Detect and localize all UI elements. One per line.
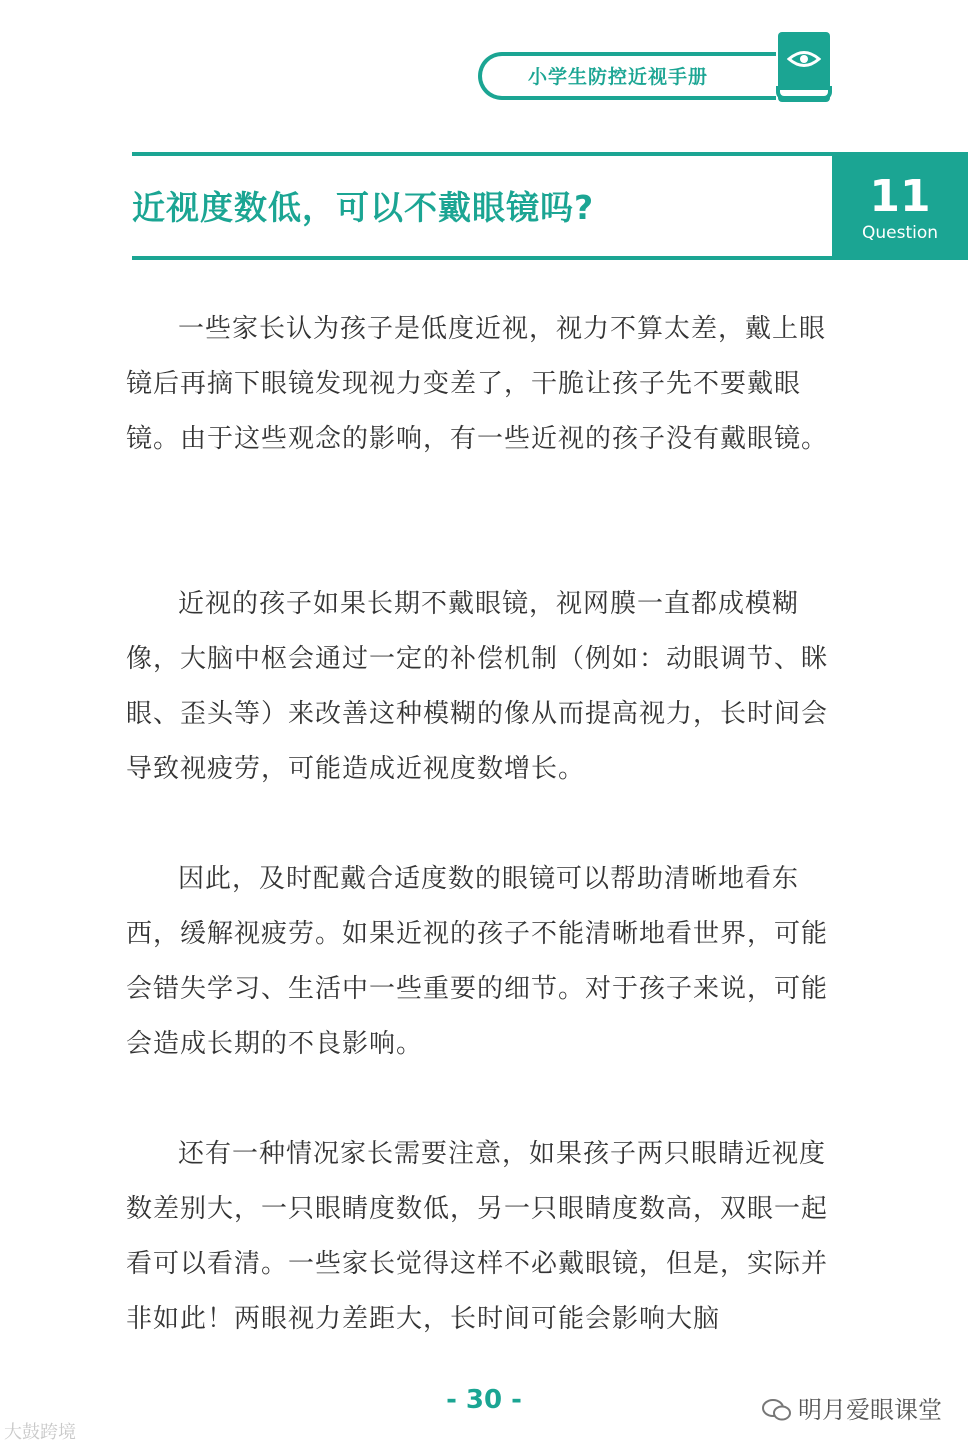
- title-rule-bottom: [132, 256, 832, 260]
- book-title: 小学生防控近视手册: [528, 66, 709, 88]
- wechat-icon: [762, 1398, 792, 1422]
- account-name: 明月爱眼课堂: [798, 1396, 942, 1424]
- page-number: - 30 -: [446, 1385, 522, 1415]
- paragraph: 一些家长认为孩子是低度近视，视力不算太差，戴上眼镜后再摘下眼镜发现视力变差了，干脆让孩子先不要戴眼镜。由于这些观念的影响，有一些近视的孩子没有戴眼镜。: [126, 314, 829, 454]
- eye-icon: [787, 48, 821, 70]
- paragraph: 近视的孩子如果长期不戴眼镜，视网膜一直都成模糊像，大脑中枢会通过一定的补偿机制（例如：动眼调节、眯眼、歪头等）来改善这种模糊的像从而提高视力，长时间会导致视疲劳，可能造成近视度数增长。: [126, 589, 829, 784]
- watermark-left: 大鼓跨境: [4, 1422, 76, 1443]
- watermark-right: [762, 1392, 942, 1428]
- question-number: 11: [869, 171, 931, 222]
- question-badge: [832, 152, 968, 260]
- header-dash: [700, 52, 720, 56]
- paragraph: 还有一种情况家长需要注意，如果孩子两只眼睛近视度数差别大，一只眼睛度数低，另一只眼睛度数高，双眼一起看可以看清。一些家长觉得这样不必戴眼镜，但是，实际并非如此！两眼视力差距大，长时间可能会影响大脑: [126, 1139, 829, 1334]
- eye-badge-base: [776, 86, 832, 100]
- header-dash: [728, 52, 768, 56]
- title-rule-top: [132, 152, 832, 156]
- paragraph: 因此，及时配戴合适度数的眼镜可以帮助清晰地看东西，缓解视疲劳。如果近视的孩子不能清晰地看世界，可能会错失学习、生活中一些重要的细节。对于孩子来说，可能会造成长期的不良影响。: [126, 864, 829, 1059]
- question-label: Question: [861, 223, 939, 243]
- question-title: 近视度数低，可以不戴眼镜吗?: [132, 188, 595, 227]
